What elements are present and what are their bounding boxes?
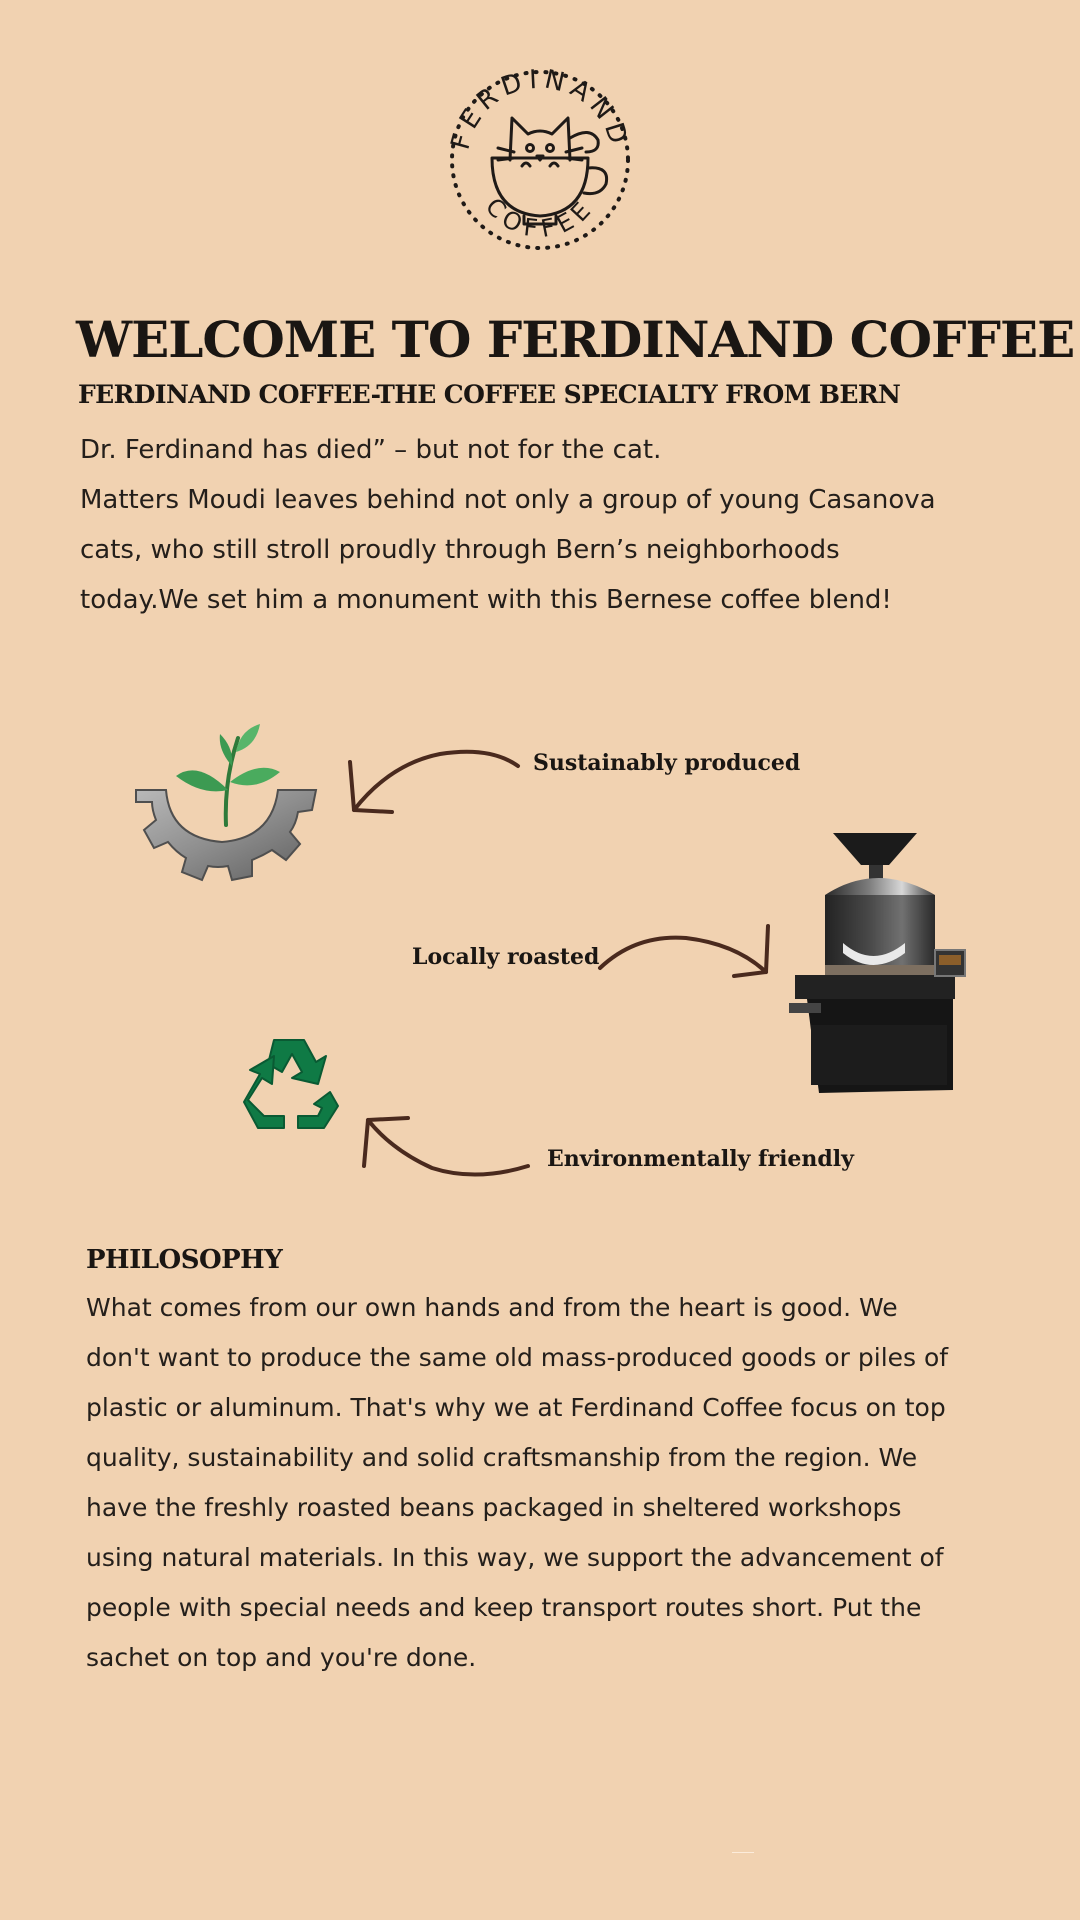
curved-arrow-icon bbox=[596, 920, 776, 1010]
gear-with-sprout-icon bbox=[128, 720, 328, 910]
decorative-line bbox=[732, 1852, 754, 1853]
page-title: WELCOME TO FERDINAND COFFEE bbox=[76, 310, 1075, 369]
page-subtitle: FERDINAND COFFEE-THE COFFEE SPECIALTY FROM BERN bbox=[78, 380, 901, 409]
logo-bottom-text: COFFEE bbox=[479, 192, 601, 244]
curved-arrow-icon bbox=[356, 1110, 536, 1195]
feature-locally-roasted: Locally roasted bbox=[412, 944, 600, 970]
curved-arrow-icon bbox=[340, 740, 530, 830]
intro-line-2: Matters Moudi leaves behind not only a group of young Casanova cats, who still stroll proudly through Bern’s neighborhoods today.We set him a monument with this Bernese coffee blend! bbox=[80, 485, 936, 615]
philosophy-text: What comes from our own hands and from the heart is good. We don't want to produce the same old mass-produced goods or piles of plastic or aluminum. That's why we at Ferdinand Coffee focus on top quality, sustainability and solid craftsmanship from the region. We have the freshly roasted beans packaged in sheltered workshops using natural materials. In this way, we support the advancement of people with special needs and keep transport routes short. Put the sachet on top and you're done. bbox=[86, 1293, 949, 1672]
recycle-icon bbox=[238, 1030, 346, 1138]
intro-line-1: Dr. Ferdinand has died” – but not for the cat. bbox=[80, 435, 662, 465]
feature-environmentally-friendly: Environmentally friendly bbox=[547, 1146, 854, 1172]
philosophy-heading: PHILOSOPHY bbox=[86, 1245, 283, 1275]
coffee-roaster-icon bbox=[785, 825, 970, 1100]
svg-text:FERDINAND bbox=[446, 65, 635, 153]
intro-text bbox=[80, 425, 960, 625]
ferdinand-coffee-logo bbox=[440, 48, 640, 268]
feature-sustainably-produced: Sustainably produced bbox=[533, 750, 801, 776]
logo-top-text: FERDINAND bbox=[445, 64, 635, 153]
svg-text:COFFEE bbox=[480, 193, 600, 244]
